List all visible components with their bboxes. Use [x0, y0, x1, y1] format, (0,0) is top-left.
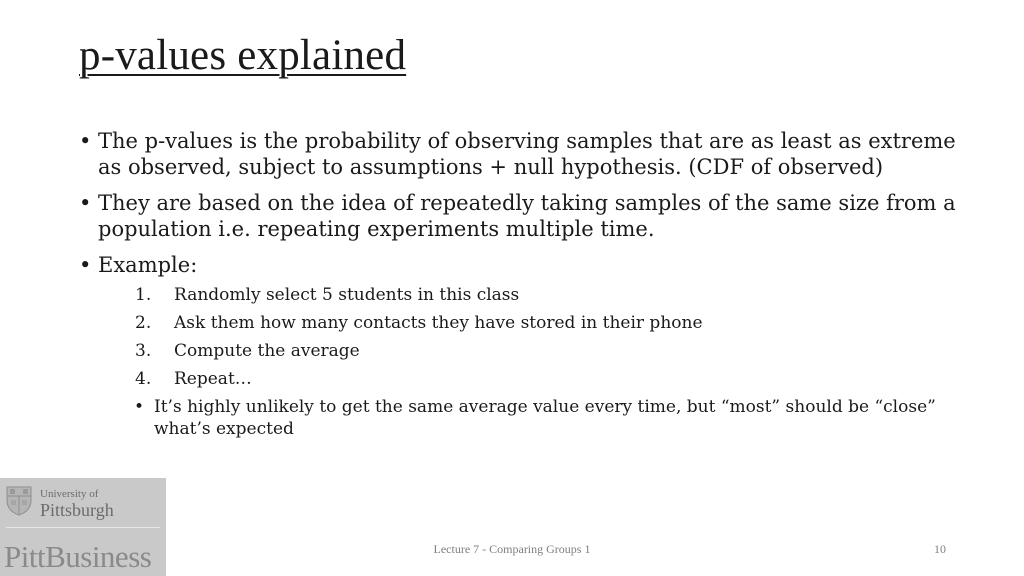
shield-icon	[6, 486, 32, 516]
slide-title: p-values explained	[79, 32, 407, 79]
step-text: Compute the average	[174, 341, 360, 361]
sub-bullet: • It’s highly unlikely to get the same average value every time, but “most” should be “close” what’s expected	[134, 396, 954, 440]
logo-divider	[6, 527, 160, 528]
bullet-item-example	[79, 252, 959, 440]
logo-university-name: Pittsburgh	[40, 500, 114, 520]
step-item	[135, 284, 959, 306]
bullet-item: • They are based on the idea of repeatedly taking samples of the same size from a population i.e. repeating experiments multiple time.	[79, 190, 959, 242]
step-number: 3.	[135, 341, 152, 361]
numbered-steps	[135, 284, 959, 390]
university-logo	[0, 478, 166, 576]
logo-business-name: PittBusiness	[4, 539, 152, 574]
bullet-item: • The p-values is the probability of observing samples that are as least as extreme as observed, subject to assumptions + null hypothesis. (CDF of observed)	[79, 128, 959, 180]
step-item	[135, 340, 959, 362]
logo-university-line: University of	[40, 488, 99, 500]
step-number: 1.	[135, 285, 152, 305]
page-number: 10	[934, 542, 946, 556]
step-number: 4.	[135, 369, 152, 389]
step-item	[135, 312, 959, 334]
step-text: Repeat…	[174, 369, 252, 389]
step-number: 2.	[135, 313, 152, 333]
step-text: Ask them how many contacts they have stored in their phone	[174, 313, 703, 333]
slide-body	[79, 128, 959, 450]
step-item	[135, 368, 959, 390]
example-label: Example:	[98, 253, 198, 277]
footer-lecture: Lecture 7 - Comparing Groups 1	[433, 542, 591, 556]
bullet-list	[79, 128, 959, 440]
step-text: Randomly select 5 students in this class	[174, 285, 520, 305]
